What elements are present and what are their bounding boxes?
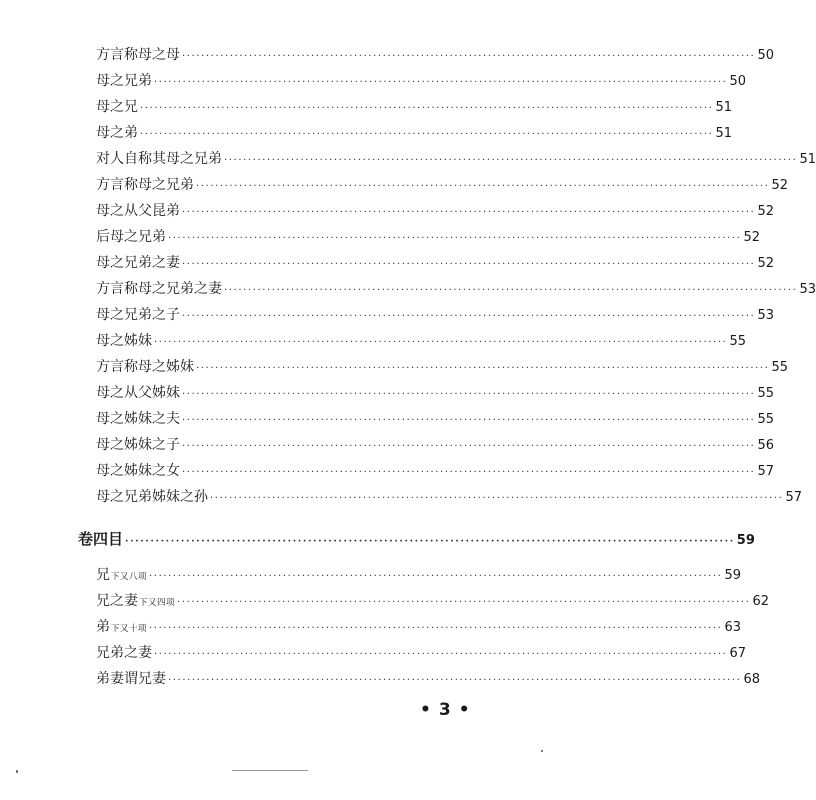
toc-entry	[96, 44, 774, 66]
leader-dots: ························································································································	[182, 259, 756, 270]
entry-page: 52	[757, 204, 774, 219]
leader-dots: ························································································································	[149, 571, 723, 582]
toc-entry	[96, 70, 746, 92]
leader-dots: ························································································································	[182, 311, 756, 322]
leader-dots: ························································································································	[125, 536, 735, 547]
toc-entry	[96, 434, 774, 456]
entry-title: 母之姊妹之女	[96, 463, 180, 479]
leader-dots: ························································································································	[224, 285, 798, 296]
entry-title: 后母之兄弟	[96, 229, 166, 245]
toc-entry	[96, 200, 774, 222]
entry-title: 兄弟之妻	[96, 645, 152, 661]
leader-dots: ························································································································	[182, 467, 756, 478]
entry-title: 母之兄	[96, 99, 138, 115]
volume-title: 卷四目	[78, 530, 124, 548]
toc-entry	[96, 304, 774, 326]
volume-page: 59	[736, 533, 755, 548]
leader-dots: ························································································································	[182, 51, 756, 62]
volume-heading	[78, 528, 755, 550]
leader-dots: ························································································································	[182, 415, 756, 426]
footer-dot: •	[458, 700, 478, 720]
toc-entry	[96, 616, 742, 638]
toc-entry	[96, 590, 770, 612]
scan-speck	[16, 770, 18, 773]
leader-dots: ························································································································	[182, 441, 756, 452]
entry-page: 55	[757, 386, 774, 401]
entry-title: 方言称母之姊妹	[96, 359, 194, 375]
scan-smudge	[232, 770, 308, 771]
entry-page: 63	[724, 620, 742, 635]
leader-dots: ························································································································	[224, 155, 798, 166]
entry-page: 53	[799, 282, 816, 297]
leader-dots: ························································································································	[154, 337, 728, 348]
entry-page: 55	[757, 412, 774, 427]
entry-title: 兄	[96, 567, 110, 583]
leader-dots: ························································································································	[149, 623, 723, 634]
leader-dots: ························································································································	[196, 181, 770, 192]
entry-title: 母之弟	[96, 125, 138, 141]
toc-entry	[96, 460, 774, 482]
entry-title: 母之兄弟之妻	[96, 255, 180, 271]
footer-dot: •	[420, 700, 439, 720]
entry-page: 68	[743, 672, 760, 687]
entry-title: 方言称母之母	[96, 47, 180, 63]
entry-page: 52	[757, 256, 774, 271]
entry-page: 52	[771, 178, 788, 193]
entry-page: 53	[757, 308, 774, 323]
leader-dots: ························································································································	[182, 389, 756, 400]
entry-page: 56	[757, 438, 774, 453]
entry-title: 对人自称其母之兄弟	[96, 151, 222, 167]
entry-page: 67	[729, 646, 746, 661]
leader-dots: ························································································································	[196, 363, 770, 374]
toc-entry	[96, 96, 732, 118]
entry-note: 下又八项	[111, 572, 148, 582]
page-number: 3	[438, 700, 459, 720]
entry-page: 51	[715, 100, 732, 115]
toc-entry	[96, 564, 742, 586]
entry-page: 52	[743, 230, 760, 245]
entry-page: 57	[785, 490, 802, 505]
leader-dots: ························································································································	[154, 649, 728, 660]
entry-page: 57	[757, 464, 774, 479]
entry-page: 50	[757, 48, 774, 63]
entry-page: 55	[771, 360, 788, 375]
entry-title: 母之从父昆弟	[96, 203, 180, 219]
leader-dots: ························································································································	[210, 493, 784, 504]
entry-title: 弟妻谓兄妻	[96, 671, 166, 687]
entry-title: 母之兄弟姊妹之孙	[96, 489, 208, 505]
leader-dots: ························································································································	[177, 597, 751, 608]
toc-entry	[96, 122, 732, 144]
entry-title: 弟	[96, 619, 110, 635]
toc-entry	[96, 252, 774, 274]
leader-dots: ························································································································	[154, 77, 728, 88]
entry-note: 下又四项	[139, 598, 176, 608]
toc-entry	[96, 408, 774, 430]
toc-entry	[96, 356, 788, 378]
entry-title: 母之兄弟	[96, 73, 152, 89]
entry-title: 母之姊妹之夫	[96, 411, 180, 427]
entry-page: 50	[729, 74, 746, 89]
entry-title: 母之兄弟之子	[96, 307, 180, 323]
toc-entry	[96, 486, 802, 508]
leader-dots: ························································································································	[182, 207, 756, 218]
toc-entry	[96, 642, 746, 664]
leader-dots: ························································································································	[140, 103, 714, 114]
leader-dots: ························································································································	[168, 233, 742, 244]
entry-page: 51	[799, 152, 816, 167]
leader-dots: ························································································································	[140, 129, 714, 140]
toc-entry	[96, 382, 774, 404]
toc-entry	[96, 668, 760, 690]
toc-entry	[96, 226, 760, 248]
entry-title: 母之从父姊妹	[96, 385, 180, 401]
entry-page: 59	[724, 568, 742, 583]
entry-title: 方言称母之兄弟之妻	[96, 281, 222, 297]
entry-title: 母之姊妹之子	[96, 437, 180, 453]
entry-page: 62	[752, 594, 770, 609]
scan-speck	[541, 750, 543, 752]
entry-page: 55	[729, 334, 746, 349]
toc-entry	[96, 148, 816, 170]
toc-entry	[96, 174, 788, 196]
entry-title: 方言称母之兄弟	[96, 177, 194, 193]
entry-title: 母之姊妹	[96, 333, 152, 349]
page-number-footer	[420, 700, 478, 720]
toc-entry	[96, 330, 746, 352]
leader-dots: ························································································································	[168, 675, 742, 686]
toc-entry	[96, 278, 816, 300]
entry-page: 51	[715, 126, 732, 141]
entry-note: 下又十项	[111, 624, 148, 634]
entry-title: 兄之妻	[96, 593, 138, 609]
